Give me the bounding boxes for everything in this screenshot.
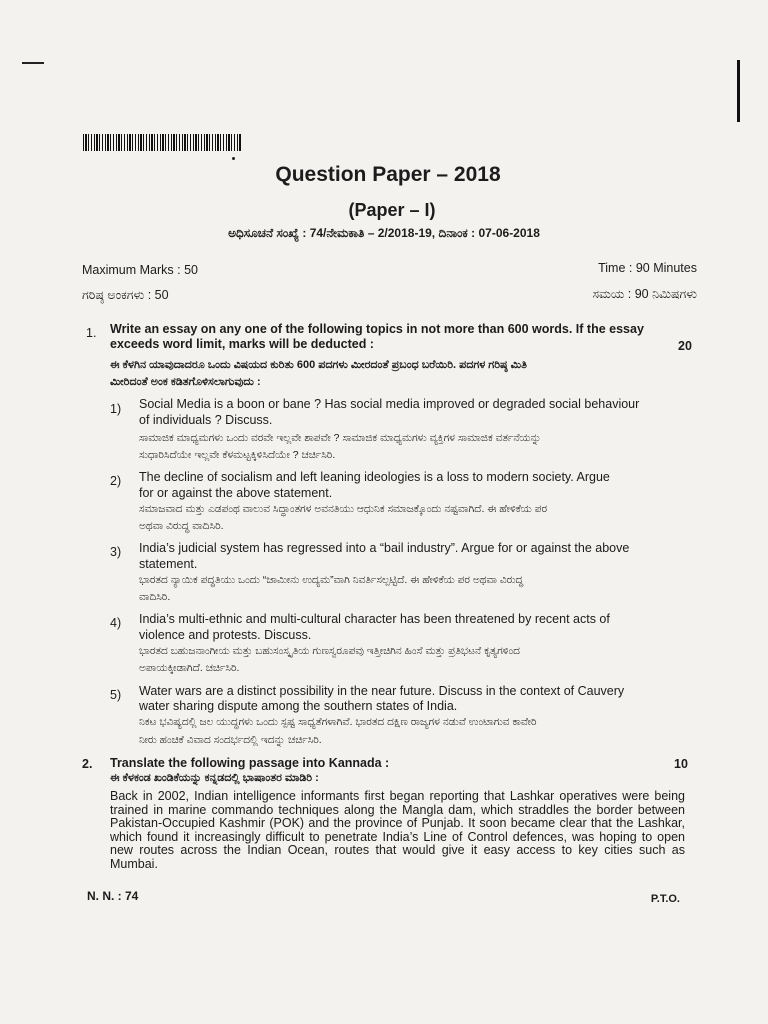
question-text-kannada: ಮೀರಿದಂತೆ ಅಂಕ ಕಡಿತಗೊಳಿಸಲಾಗುವುದು : [110,376,261,388]
topic-text: Water wars are a distinct possibility in the near future. Discuss in the context of Cauvery [139,684,625,698]
topic-text-kannada: ಭಾರತದ ಬಹುಜನಾಂಗೀಯ ಮತ್ತು ಬಹುಸಂಸ್ಕೃತಿಯ ಗುಣಸ್ವರೂಪವು ಇತ್ತೀಚಿಗಿನ ಹಿಂಸೆ ಮತ್ತು ಪ್ರತಿಭಟನೆ ಕೃತ್ಯಗಳಿಂದ [139,645,520,657]
topic-text-kannada: ಸಾಮಾಜಿಕ ಮಾಧ್ಯಮಗಳು ಒಂದು ವರವೇ ಇಲ್ಲವೇ ಶಾಪವೇ ? ಸಾಮಾಜಿಕ ಮಾಧ್ಯಮಗಳು ವ್ಯಕ್ತಿಗಳ ಸಾಮಾಜಿಕ ವರ್ತನೆಯನ್ನು [139,432,542,444]
question-number: 2. [82,757,93,771]
footer-code: N. N. : 74 [87,889,139,903]
topic-text: statement. [139,557,198,571]
question-text-kannada: ಈ ಕೆಳಗಿನ ಯಾವುದಾದರೂ ಒಂದು ವಿಷಯದ ಕುರಿತು 600 ಪದಗಳು ಮೀರದಂತೆ ಪ್ರಬಂಧ ಬರೆಯಿರಿ. ಪದಗಳ ಗರಿಷ್ಠ ಮಿತಿ [110,359,527,371]
topic-text: Social Media is a boon or bane ? Has social media improved or degraded social behaviour [139,397,640,411]
question-number: 1. [86,326,97,340]
notification-line: ಅಧಿಸೂಚನೆ ಸಂಖ್ಯೆ : 74/ನೇಮಕಾತಿ – 2/2018-19, ದಿನಾಂಕ : 07-06-2018 [228,226,540,240]
question-marks: 10 [674,757,688,771]
topic-text: water sharing dispute among the southern states of India. [139,699,458,713]
time-en: Time : 90 Minutes [598,261,697,275]
topic-text: India’s judicial system has regressed into a “bail industry”. Argue for or against the above [139,541,630,555]
topic-number: 1) [110,402,122,416]
topic-text-kannada: ನೀರು ಹಂಚಿಕೆ ವಿವಾದ ಸಂದರ್ಭದಲ್ಲಿ ಇದನ್ನು ಚರ್ಚಿಸಿರಿ. [139,734,322,746]
question-text-kannada: ಈ ಕೆಳಕಂಡ ಖಂಡಿಕೆಯನ್ನು ಕನ್ನಡದಲ್ಲಿ ಭಾಷಾಂತರ ಮಾಡಿರಿ : [110,772,319,784]
max-marks-kn: ಗರಿಷ್ಠ ಅಂಕಗಳು : 50 [82,288,169,302]
topic-text: violence and protests. Discuss. [139,628,312,642]
topic-text-kannada: ಸಮಾಜವಾದ ಮತ್ತು ಎಡಪಂಥ ವಾಲುವ ಸಿದ್ಧಾಂತಗಳ ಅವನತಿಯು ಆಧುನಿಕ ಸಮಾಜಕ್ಕೊಂದು ನಷ್ಟವಾಗಿದೆ. ಈ ಹೇಳಿಕೆಯ ಪರ [139,503,548,515]
topic-text: of individuals ? Discuss. [139,413,273,427]
question-marks: 20 [678,339,692,353]
ink-dot [232,157,235,160]
scan-edge-mark [737,60,740,122]
question-text: Write an essay on any one of the following topics in not more than 600 words. If the essay exceeds word limit, marks will be deducted : [110,322,644,351]
max-marks-en: Maximum Marks : 50 [82,263,198,277]
topic-text-kannada: ಸುಧಾರಿಸಿದೆಯೇ ಇಲ್ಲವೇ ಕೆಳಮಟ್ಟಕ್ಕಿಳಿಸಿದೆಯೇ ? ಚರ್ಚಿಸಿರಿ. [139,449,336,461]
topic-text-kannada: ವಾದಿಸಿರಿ. [139,591,171,603]
topic-number: 5) [110,688,122,702]
page-title: Question Paper – 2018 [275,163,501,186]
question-text: Translate the following passage into Kannada : [110,756,390,770]
footer-pto: P.T.O. [650,893,680,905]
topic-text: for or against the above statement. [139,486,333,500]
scan-edge-mark [22,62,44,64]
topic-text-kannada: ಭಾರತದ ನ್ಯಾಯಿಕ ಪದ್ಧತಿಯು ಒಂದು “ಜಾಮೀನು ಉದ್ಯಮ”ವಾಗಿ ನಿವರ್ತಿಸಲ್ಪಟ್ಟಿದೆ. ಈ ಹೇಳಿಕೆಯ ಪರ ಅಥವಾ ವಿರುದ್ಧ [139,574,524,586]
topic-text-kannada: ನಿಕಟ ಭವಿಷ್ಯದಲ್ಲಿ ಜಲ ಯುದ್ಧಗಳು ಒಂದು ಸ್ಪಷ್ಟ ಸಾಧ್ಯತೆಗಳಾಗಿವೆ. ಭಾರತದ ದಕ್ಷಿಣ ರಾಜ್ಯಗಳ ನಡುವೆ ಉಂಟಾಗುವ ಕಾವೇರಿ [139,716,537,728]
topic-text: India’s multi-ethnic and multi-cultural character has been threatened by recent acts of [139,612,610,626]
topic-number: 4) [110,616,122,630]
topic-number: 3) [110,545,122,559]
time-kn: ಸಮಯ : 90 ನಿಮಿಷಗಳು [592,287,697,301]
topic-text-kannada: ಅಥವಾ ವಿರುದ್ಧ ವಾದಿಸಿರಿ. [139,520,224,532]
barcode [83,134,241,151]
topic-number: 2) [110,474,122,488]
topic-text: The decline of socialism and left leaning ideologies is a loss to modern society. Argue [139,470,610,484]
translation-passage: Back in 2002, Indian intelligence informants first began reporting that Lashkar operatives were being trained in marine commando techniques along the Mangla dam, which straddles the border between Pakistan-Occupied Kashmir (POK) and the province of Punjab. It soon became clear that the Lashkar, which found it increasingly difficult to penetrate India’s Line of Control defences, was hoping to open new routes across the Indian Ocean, routes that would give it easy access to key cities such as Mumbai. [110,789,685,871]
paper-subtitle: (Paper – I) [348,200,436,220]
topic-text-kannada: ಅಪಾಯಕ್ಕೀಡಾಗಿದೆ. ಚರ್ಚಿಸಿರಿ. [139,662,240,674]
